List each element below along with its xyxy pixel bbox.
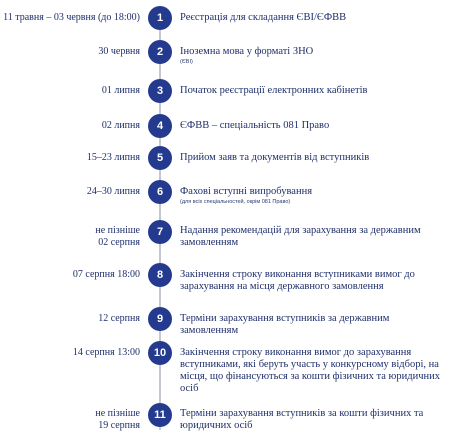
entry-date: 02 липня xyxy=(101,120,140,131)
entry-description xyxy=(180,313,448,337)
step-number-badge: 9 xyxy=(148,307,172,331)
entry-date: 30 червня xyxy=(98,46,140,57)
entry-note: (ЄВІ) xyxy=(180,59,193,65)
entry-date: 11 травня – 03 червня (до 18:00) xyxy=(3,12,140,23)
entry-date: 15–23 липня xyxy=(86,152,140,163)
entry-text: Терміни зарахування вступників за кошти фізичних та юридичних осіб xyxy=(180,408,424,431)
entry-description xyxy=(180,152,448,164)
entry-date: 14 серпня 13:00 xyxy=(72,347,140,358)
step-number-badge: 7 xyxy=(148,220,172,244)
entry-text: Закінчення строку виконання вступниками вимог до зарахування на місця державного замовлення xyxy=(180,269,415,292)
step-number-badge: 8 xyxy=(148,263,172,287)
step-number-badge: 6 xyxy=(148,180,172,204)
entry-description xyxy=(180,347,448,395)
entry-description xyxy=(180,408,448,432)
entry-description xyxy=(180,225,448,249)
entry-text: Терміни зарахування вступників за державним замовленням xyxy=(180,313,390,336)
step-number-badge: 1 xyxy=(148,6,172,30)
entry-text: Реєстрація для складання ЄВІ/ЄФВВ xyxy=(180,12,347,23)
step-number-badge: 3 xyxy=(148,79,172,103)
entry-description xyxy=(180,85,448,97)
entry-description xyxy=(180,46,448,66)
entry-description xyxy=(180,269,448,293)
entry-description xyxy=(180,12,448,24)
entry-description xyxy=(180,120,448,132)
entry-text: Надання рекомендацій для зарахування за державним замовленням xyxy=(180,225,421,248)
entry-date: 24–30 липня xyxy=(86,186,140,197)
entry-date: 07 серпня 18:00 xyxy=(72,269,140,280)
step-number-badge: 2 xyxy=(148,40,172,64)
entry-text: Фахові вступні випробування xyxy=(180,186,313,197)
entry-text: Прийом заяв та документів від вступників xyxy=(180,152,370,163)
step-number-badge: 4 xyxy=(148,114,172,138)
step-number-badge: 11 xyxy=(148,403,172,427)
step-number-badge: 10 xyxy=(148,341,172,365)
entry-date: не пізніше 19 серпня xyxy=(95,408,140,431)
entry-date: не пізніше 02 серпня xyxy=(95,225,140,248)
step-number-badge: 5 xyxy=(148,146,172,170)
entry-text: Іноземна мова у форматі ЗНО xyxy=(180,46,314,57)
entry-note: (для всіх спеціальностей, окрім 081 Право) xyxy=(180,199,291,205)
entry-text: Початок реєстрації електронних кабінетів xyxy=(180,85,368,96)
entry-date: 01 липня xyxy=(101,85,140,96)
entry-text: ЄФВВ – спеціальність 081 Право xyxy=(180,120,330,131)
entry-date: 12 серпня xyxy=(98,313,140,324)
entry-text: Закінчення строку виконання вимог до зарахування вступниками, які беруть участь у конкурсному відборі, на місця, що фінансуються за кошти фізичних та юридичних осіб xyxy=(180,347,440,394)
entry-description xyxy=(180,186,448,206)
